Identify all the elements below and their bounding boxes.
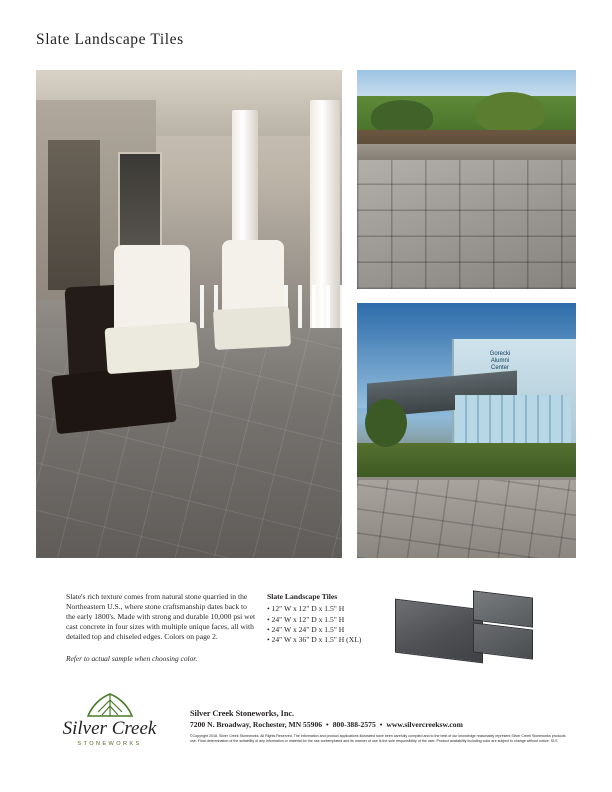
porch-window — [118, 152, 162, 251]
landscape-shrubs — [357, 443, 576, 477]
page-title: Slate Landscape Tiles — [36, 31, 184, 48]
slate-tile-paving — [357, 160, 576, 289]
front-door — [48, 140, 100, 290]
specs-list — [267, 604, 397, 645]
spec-item: • 24" W x 12" D x 1.5" H — [267, 614, 345, 624]
product-tile-large — [395, 599, 483, 664]
separator-dot: • — [379, 720, 383, 729]
building-sign-line-1: Gorecki — [489, 351, 511, 357]
white-rocking-chair-base — [105, 322, 200, 374]
product-description — [66, 592, 256, 665]
logo-brand-text: Silver Creek — [62, 718, 157, 739]
description-body: Slate's rich texture comes from natural stone quarried in the Northeastern U.S., where stone craftsmanship dates back to the early 1800's. Made with strong and durable 10,000 psi wet cast concrete in four sizes with multiple unique faces, all with detailed top and chiseled edges. Colors on page 2. — [66, 592, 256, 642]
gorecki-alumni-center-photo — [357, 303, 576, 558]
logo-sub-text: STONEWORKS — [77, 741, 142, 747]
white-rocking-chair-far-base — [213, 306, 291, 350]
footer-contact — [190, 708, 580, 744]
legal-copyright: ©Copyright 2018, Silver Creek Stoneworks. All Rights Reserved. The information and product applications illustrated have been carefully compiled and to the best of our knowledge reasonably represent Silver Creek Stoneworks products use. Final determination of the suitability of any information or material for the use contemplated and its manner of use is the sole responsibility of the user. Product availability including color are subject to change without notice. SLS — [190, 734, 566, 744]
description-note: Refer to actual sample when choosing color. — [66, 654, 198, 664]
spec-item: • 24" W x 36" D x 1.5" H (XL) — [267, 635, 362, 645]
tree — [365, 399, 407, 447]
shrub — [371, 100, 433, 134]
product-specs — [267, 592, 397, 645]
building-sign-line-3: Center — [490, 365, 509, 371]
company-phone[interactable]: 800-388-2575 — [332, 720, 376, 729]
glass-facade — [455, 395, 571, 449]
leaf-icon — [82, 692, 138, 718]
spec-item: • 24" W x 24" D x 1.5" H — [267, 624, 345, 634]
company-address: 7200 N. Broadway, Rochester, MN 55906 — [190, 720, 323, 729]
slate-paver-patio-photo — [357, 70, 576, 289]
spec-item: • 12" W x 12" D x 1.5" H — [267, 604, 345, 614]
building-sign-line-2: Alumni — [490, 358, 510, 364]
company-address-line — [190, 719, 580, 730]
company-logo — [52, 692, 167, 754]
company-name: Silver Creek Stoneworks, Inc. — [190, 709, 295, 718]
specs-heading: Slate Landscape Tiles — [267, 592, 338, 601]
separator-dot: • — [326, 720, 329, 729]
company-website[interactable]: www.silvercreeksw.com — [386, 720, 463, 729]
ornamental-grass — [475, 92, 545, 132]
porch-with-rocking-chairs-photo — [36, 70, 342, 558]
slate-tile-product-photo — [385, 588, 545, 672]
